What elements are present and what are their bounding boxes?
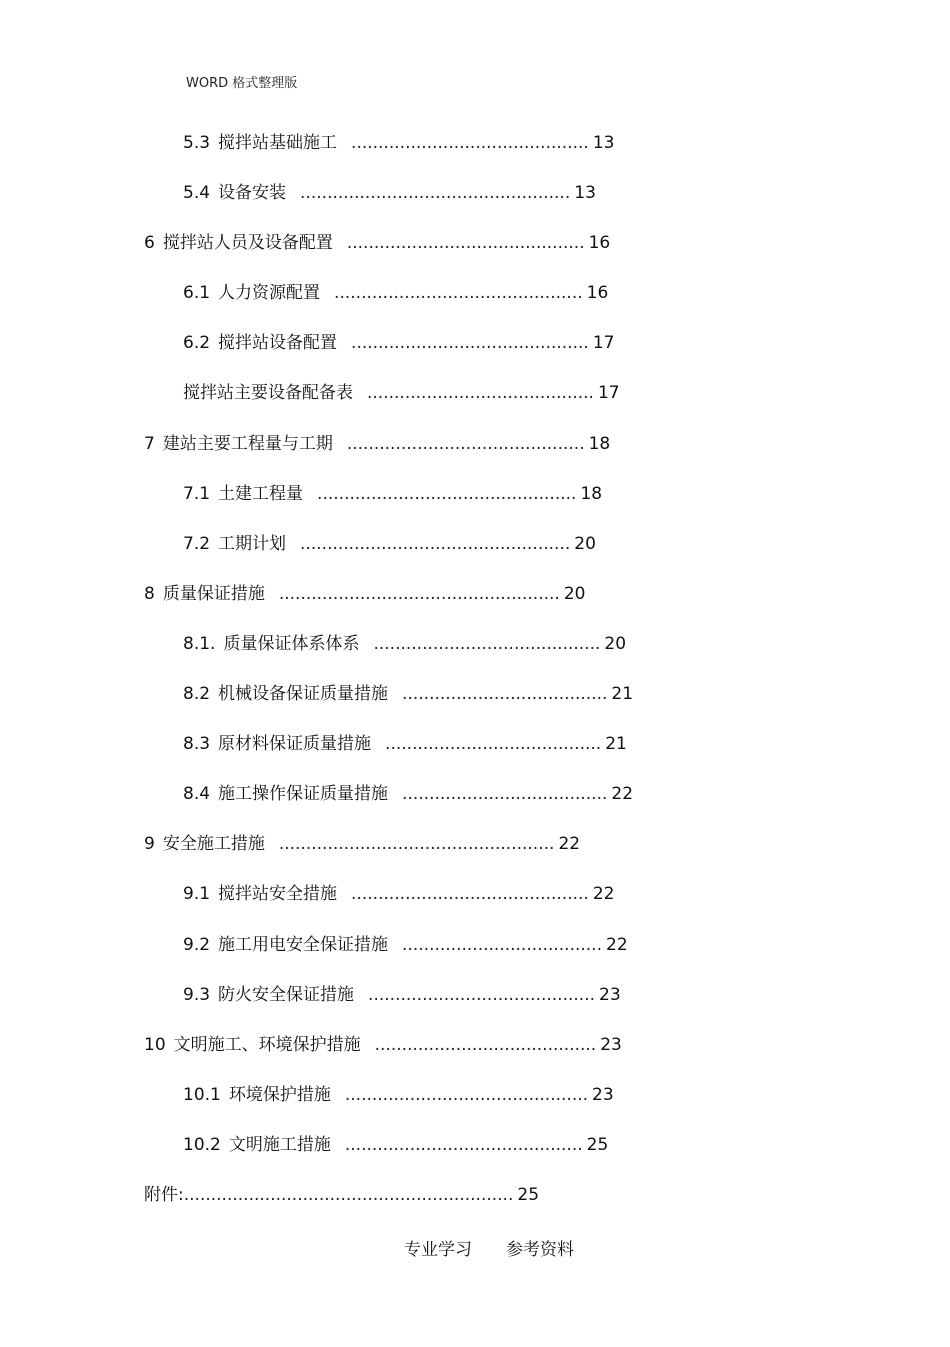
toc-entry-leader: ........................................ xyxy=(385,734,602,754)
toc-entry[interactable] xyxy=(183,683,633,705)
toc-entry-title: 搅拌站设备配置 xyxy=(218,333,338,353)
toc-entry-leader: ...................................... xyxy=(402,684,608,704)
toc-entry-leader: ......................................... xyxy=(374,1035,597,1055)
toc-entry-leader: ...................................... xyxy=(402,784,608,804)
toc-entry-leader: ................................................... xyxy=(278,834,555,854)
toc-entry-page: 20 xyxy=(563,584,586,604)
toc-entry-title: 防火安全保证措施 xyxy=(218,985,355,1005)
toc-entry[interactable] xyxy=(183,533,596,555)
toc-entry-number: 8 xyxy=(144,584,155,604)
toc-entry-number: 10 xyxy=(144,1035,166,1055)
toc-entry-title: 文明施工措施 xyxy=(228,1135,331,1155)
toc-entry-leader: ............................................ xyxy=(344,1135,583,1155)
toc-entry-title: 人力资源配置 xyxy=(218,283,321,303)
toc-entry-leader: ..................................... xyxy=(402,935,602,955)
toc-entry-leader: ............................................ xyxy=(351,133,589,153)
toc-entry-number: 7 xyxy=(144,434,155,454)
toc-entry-number: 8.2 xyxy=(183,684,211,704)
toc-entry-number: 8.3 xyxy=(183,734,211,754)
toc-entry-number: 10.2 xyxy=(183,1135,221,1155)
toc-entry-title: 搅拌站主要设备配备表 xyxy=(183,383,353,403)
toc-entry-number: 7.2 xyxy=(183,534,211,554)
toc-entry-number: 9.1 xyxy=(183,884,211,904)
toc-entry-leader: ............................................ xyxy=(351,884,589,904)
toc-entry-leader: .................................................. xyxy=(300,534,571,554)
toc-entry-number: 5.3 xyxy=(183,133,211,153)
toc-entry-page: 13 xyxy=(592,133,615,153)
toc-entry-page: 13 xyxy=(574,183,596,203)
toc-entry-page: 17 xyxy=(592,333,615,353)
toc-entry-title: 质量保证体系体系 xyxy=(223,634,360,654)
toc-entry-leader: .................................................. xyxy=(300,183,571,203)
toc-entry-title: 施工用电安全保证措施 xyxy=(218,935,389,955)
toc-entry-title: 施工操作保证质量措施 xyxy=(218,784,389,804)
toc-entry-page: 18 xyxy=(580,484,603,504)
toc-entry[interactable] xyxy=(183,1084,614,1106)
footer-right-text: 参考资料 xyxy=(506,1240,574,1260)
toc-entry-leader: .......................................... xyxy=(373,634,601,654)
toc-entry-title: 设备安装 xyxy=(218,183,287,203)
page-footer xyxy=(404,1235,574,1260)
toc-entry[interactable] xyxy=(183,182,596,204)
toc-entry[interactable] xyxy=(183,1134,608,1156)
footer-left-text: 专业学习 xyxy=(404,1240,472,1260)
toc-entry-page: 25 xyxy=(517,1185,540,1205)
toc-entry-page: 20 xyxy=(604,634,627,654)
toc-entry[interactable] xyxy=(183,783,633,805)
toc-entry-page: 16 xyxy=(588,233,611,253)
toc-entry[interactable] xyxy=(144,583,585,605)
toc-entry[interactable] xyxy=(183,132,614,154)
toc-entry[interactable] xyxy=(183,984,621,1006)
toc-entry-number: 9.3 xyxy=(183,985,211,1005)
toc-entry-leader: ............................................................. xyxy=(183,1185,514,1205)
toc-entry-page: 25 xyxy=(586,1135,609,1155)
toc-entry-leader: .............................................. xyxy=(334,283,583,303)
toc-entry-page: 23 xyxy=(592,1085,614,1105)
toc-entry-title: 质量保证措施 xyxy=(162,584,265,604)
toc-entry-page: 17 xyxy=(597,383,620,403)
toc-entry-page: 22 xyxy=(558,834,581,854)
toc-entry-title: 机械设备保证质量措施 xyxy=(218,684,389,704)
toc-entry-page: 22 xyxy=(606,935,628,955)
toc-entry-leader: .................................................... xyxy=(278,584,560,604)
toc-entry-title: 原材料保证质量措施 xyxy=(218,734,372,754)
toc-entry[interactable] xyxy=(183,883,614,905)
toc-entry[interactable] xyxy=(144,232,610,254)
toc-entry-title: 搅拌站基础施工 xyxy=(218,133,338,153)
toc-entry-number: 6.2 xyxy=(183,333,211,353)
toc-entry-page: 20 xyxy=(574,534,596,554)
toc-entry-leader: ............................................ xyxy=(351,333,589,353)
toc-entry-leader: .......................................... xyxy=(368,985,596,1005)
toc-entry-page: 23 xyxy=(600,1035,622,1055)
toc-entry-page: 16 xyxy=(586,283,609,303)
toc-entry-number: 8.4 xyxy=(183,784,211,804)
toc-entry-number: 9.2 xyxy=(183,935,211,955)
toc-entry-title: 安全施工措施 xyxy=(162,834,265,854)
toc-entry[interactable] xyxy=(183,282,608,304)
toc-entry-number: 5.4 xyxy=(183,183,211,203)
toc-entry-leader: ................................................ xyxy=(317,484,577,504)
toc-entry-number: 6 xyxy=(144,233,155,253)
toc-entry-title: 附件: xyxy=(144,1185,184,1205)
toc-entry-page: 22 xyxy=(592,884,615,904)
toc-entry-leader: ............................................. xyxy=(344,1085,589,1105)
toc-entry[interactable] xyxy=(183,382,620,404)
toc-entry[interactable] xyxy=(144,833,580,855)
toc-entry-number: 10.1 xyxy=(183,1085,221,1105)
toc-entry[interactable] xyxy=(144,1034,622,1056)
toc-entry-title: 搅拌站安全措施 xyxy=(218,884,338,904)
toc-entry-leader: ............................................ xyxy=(346,434,585,454)
toc-entry-title: 文明施工、环境保护措施 xyxy=(173,1035,361,1055)
toc-entry[interactable] xyxy=(183,934,628,956)
toc-entry-page: 23 xyxy=(599,985,621,1005)
toc-entry[interactable] xyxy=(144,433,610,455)
toc-entry[interactable] xyxy=(183,633,626,655)
toc-entry-number: 9 xyxy=(144,834,155,854)
toc-entry-title: 工期计划 xyxy=(218,534,287,554)
toc-entry-number: 8.1. xyxy=(183,634,216,654)
toc-entry[interactable] xyxy=(183,733,627,755)
toc-entry[interactable] xyxy=(183,332,614,354)
toc-entry-page: 21 xyxy=(605,734,627,754)
toc-entry-page: 22 xyxy=(611,784,634,804)
toc-entry-title: 搅拌站人员及设备配置 xyxy=(162,233,333,253)
toc-entry-page: 21 xyxy=(611,684,634,704)
toc-entry-number: 7.1 xyxy=(183,484,211,504)
toc-entry-title: 环境保护措施 xyxy=(228,1085,331,1105)
toc-entry-title: 土建工程量 xyxy=(218,484,304,504)
page-header: WORD 格式整理版 xyxy=(186,76,298,91)
toc-entry[interactable] xyxy=(144,1184,539,1206)
toc-entry-leader: .......................................... xyxy=(367,383,594,403)
toc-entry-number: 6.1 xyxy=(183,283,211,303)
toc-entry-title: 建站主要工程量与工期 xyxy=(162,434,333,454)
toc-entry-leader: ............................................ xyxy=(346,233,585,253)
toc-entry-page: 18 xyxy=(588,434,611,454)
toc-entry[interactable] xyxy=(183,483,602,505)
